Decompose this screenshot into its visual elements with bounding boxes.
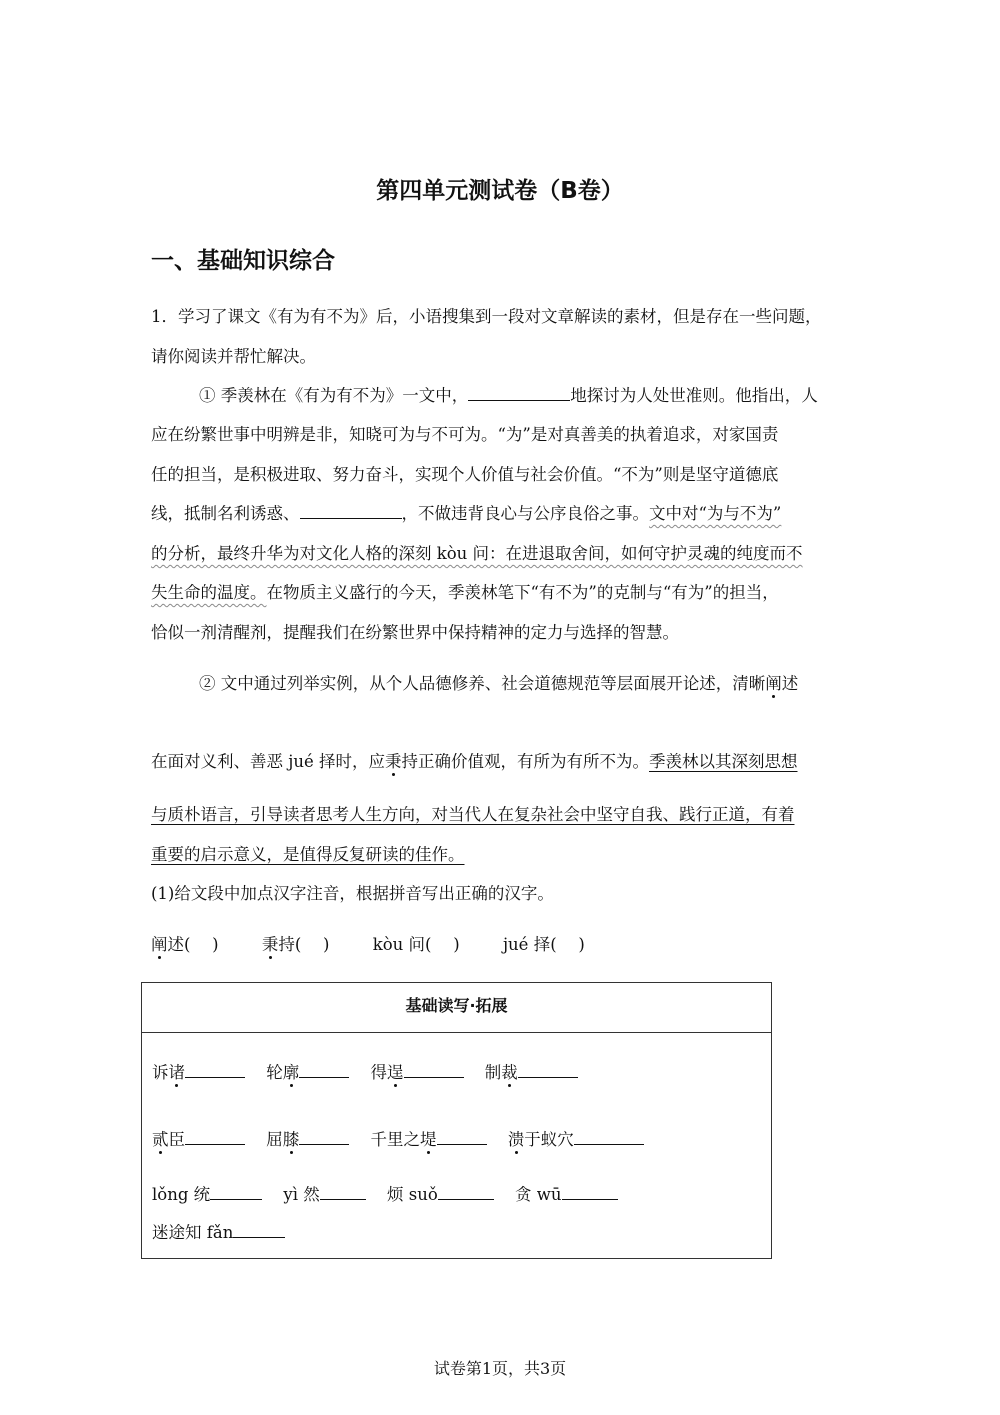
word-item: 得逞 [371,1059,464,1083]
dotted-char: 秉 [385,752,402,771]
word-item: yì 然 [283,1181,365,1205]
word-item: 溃于蚁穴 [508,1126,644,1150]
underlined-text: 与质朴语言，引导读者思考人生方向，对当代人在复杂社会中坚守自我、践行正道，有着 [151,805,795,824]
extension-box [141,982,772,1259]
word-item: 屈膝 [266,1126,349,1150]
question-intro-line-1: 1．学习了课文《有为有不为》后，小语搜集到一段对文章解读的素材，但是存在一些问题， [151,307,822,326]
answer-item[interactable]: jué 择( ) [502,935,585,954]
wavy-underlined-text: 失生命的温度。 [151,583,267,602]
para2-line-3 [151,801,795,825]
para2-line-2 [151,748,798,772]
para1-text: 在物质主义盛行的今天，季羡林笔下“有不为”的克制与“有为”的担当， [266,583,779,602]
para1-text: 地探讨为人处世准则。他指出，人 [570,386,818,405]
box-row-3 [152,1181,634,1205]
box-header: 基础读写·拓展 [142,983,771,1033]
box-row-2 [152,1126,660,1150]
word-item: 迷途知 fǎn [152,1219,285,1243]
section-heading: 一、基础知识综合 [151,248,335,274]
fill-blank[interactable] [185,1128,245,1146]
dotted-char: 阐 [765,674,782,693]
para1-line-7: 恰似一剂清醒剂，提醒我们在纷繁世界中保持精神的定力与选择的智慧。 [151,623,679,642]
fill-blank[interactable] [299,1061,349,1079]
word-item: 轮廓 [266,1059,349,1083]
fill-blank[interactable] [438,1183,494,1201]
para2-text: ② 文中通过列举实例，从个人品德修养、社会道德规范等层面展开论述，清晰 [199,674,766,693]
para2-line-1 [199,670,798,694]
para1-line-4 [151,500,781,524]
fill-blank-2[interactable] [300,502,402,520]
underlined-text: 重要的启示意义，是值得反复研读的佳作。 [151,845,465,864]
fill-blank[interactable] [574,1128,644,1146]
question-intro-line-2: 请你阅读并帮忙解决。 [151,347,316,366]
underlined-text: 季羡林以其深刻思想 [649,752,798,771]
word-item: 烦 suǒ [387,1181,494,1205]
box-row-4 [152,1219,301,1243]
answer-item[interactable]: 秉持( ) [261,935,330,954]
fill-blank-1[interactable] [468,384,570,402]
word-item: 诉诸 [152,1059,245,1083]
para1-text: ① 季羡林在《有为有不为》一文中， [199,386,469,405]
para2-text: 述 [781,674,799,693]
pinyin-answer-row [151,931,623,955]
fill-blank[interactable] [437,1128,487,1146]
fill-blank[interactable] [185,1061,245,1079]
fill-blank[interactable] [518,1061,578,1079]
answer-item[interactable]: kòu 问( ) [372,935,460,954]
para2-text: 在面对义利、善恶 jué 择时，应 [151,752,385,771]
word-item: 贪 wū [515,1181,618,1205]
fill-blank[interactable] [299,1128,349,1146]
para1-line-3: 任的担当，是积极进取、努力奋斗，实现个人价值与社会价值。“不为”则是坚守道德底 [151,465,779,484]
wavy-underlined-text: 的分析，最终升华为对文化人格的深刻 kòu 问：在进退取舍间，如何守护灵魂的纯度而不 [151,544,803,563]
para1-text: ，不做违背良心与公序良俗之事。 [401,504,649,523]
sub-question-1: (1)给文段中加点汉字注音，根据拼音写出正确的汉字。 [151,884,554,903]
answer-item[interactable]: 阐述( ) [151,935,219,954]
para2-line-4 [151,841,465,865]
fill-blank[interactable] [562,1183,618,1201]
wavy-underlined-text: 文中对“为与不为” [649,504,782,523]
page-footer: 试卷第1页，共3页 [433,1359,567,1378]
box-row-1 [152,1059,594,1083]
para1-line-6 [151,579,779,603]
word-item: 千里之堤 [371,1126,487,1150]
para2-text: 持正确价值观，有所为有所不为。 [401,752,649,771]
word-item: 贰臣 [152,1126,245,1150]
para1-line-5 [151,540,803,564]
fill-blank[interactable] [233,1221,285,1239]
fill-blank[interactable] [320,1183,366,1201]
page-title: 第四单元测试卷（B卷） [376,178,624,204]
fill-blank[interactable] [210,1183,262,1201]
word-item: 制裁 [485,1059,578,1083]
word-item: lǒng 统 [152,1181,262,1205]
para1-text: 线，抵制名利诱惑、 [151,504,300,523]
para1-line-1 [199,382,818,406]
fill-blank[interactable] [404,1061,464,1079]
para1-line-2: 应在纷繁世事中明辨是非，知晓可为与不可为。“为”是对真善美的执着追求，对家国责 [151,425,779,444]
